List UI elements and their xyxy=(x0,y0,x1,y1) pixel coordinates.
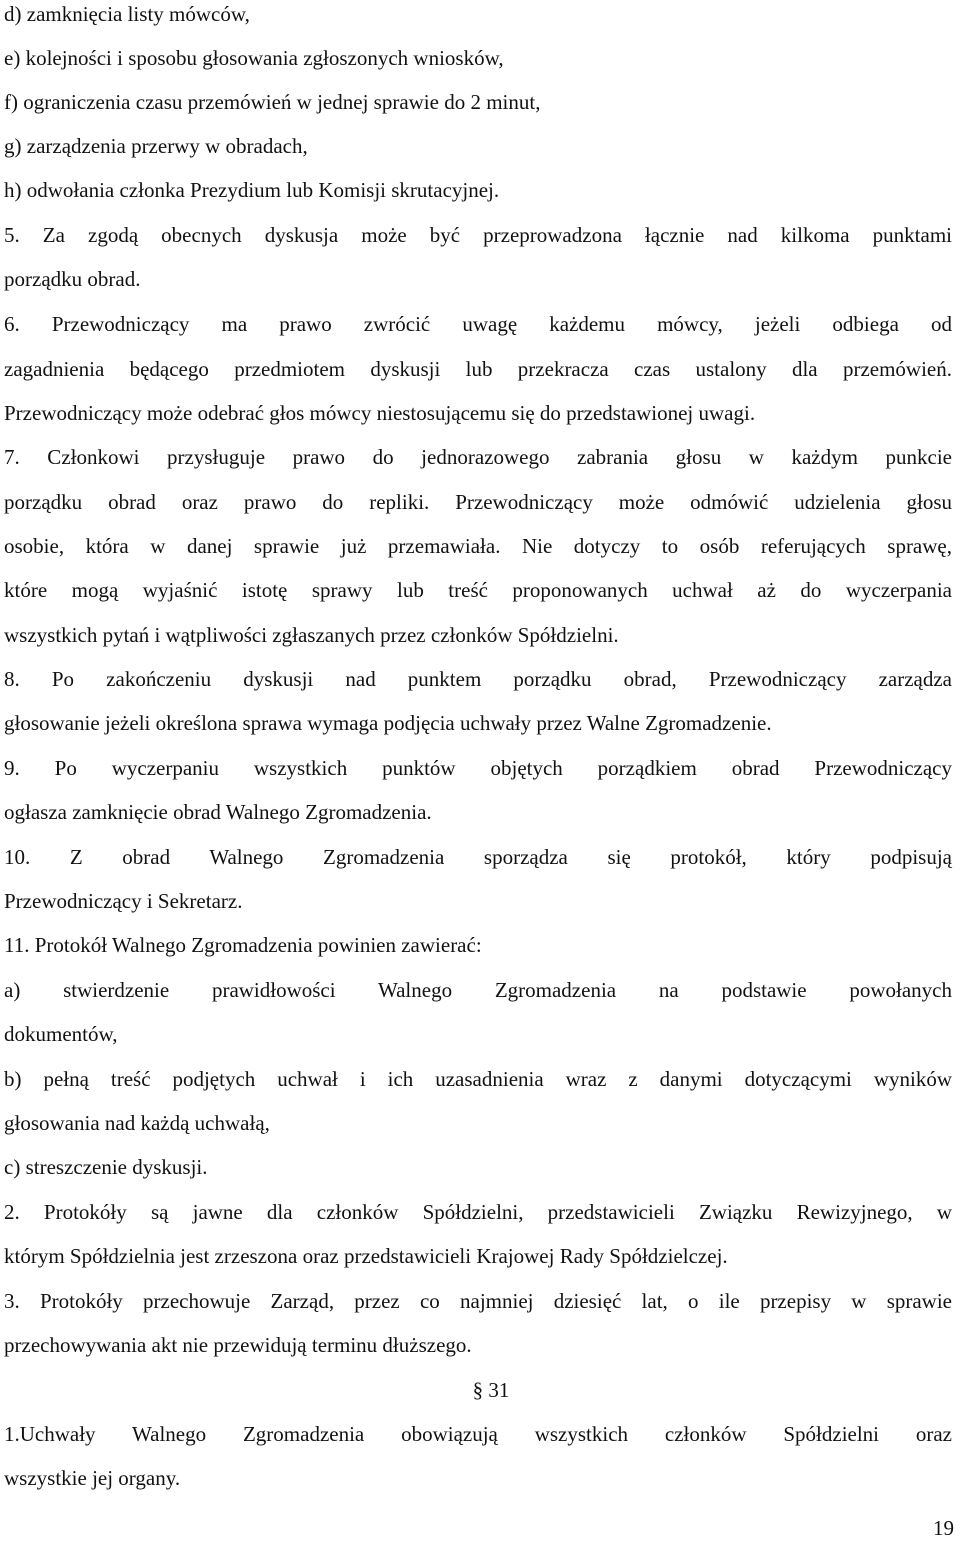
text-line: 2. Protokóły są jawne dla członków Spółdzielni, przedstawicieli Związku Rewizyjnego, w xyxy=(4,1200,952,1224)
text-line: głosowania nad każdą uchwałą, xyxy=(4,1111,270,1135)
text-line: 5. Za zgodą obecnych dyskusja może być przeprowadzona łącznie nad kilkoma punktami xyxy=(4,223,952,247)
section-heading: § 31 xyxy=(472,1378,510,1402)
text-line: wszystkie jej organy. xyxy=(4,1466,181,1490)
text-line: głosowanie jeżeli określona sprawa wymaga podjęcia uchwały przez Walne Zgromadzenie. xyxy=(4,711,772,735)
text-line: dokumentów, xyxy=(4,1022,118,1046)
text-line: 9. Po wyczerpaniu wszystkich punktów objętych porządkiem obrad Przewodniczący xyxy=(4,756,952,780)
text-line: przechowywania akt nie przewidują terminu dłuższego. xyxy=(4,1333,472,1357)
text-line: 6. Przewodniczący ma prawo zwrócić uwagę każdemu mówcy, jeżeli odbiega od xyxy=(4,312,952,336)
page-number: 19 xyxy=(933,1516,954,1540)
text-line: 7. Członkowi przysługuje prawo do jednorazowego zabrania głosu w każdym punkcie xyxy=(4,445,952,469)
text-line: 8. Po zakończeniu dyskusji nad punktem porządku obrad, Przewodniczący zarządza xyxy=(4,667,952,691)
text-line: którym Spółdzielnia jest zrzeszona oraz przedstawicieli Krajowej Rady Spółdzielczej. xyxy=(4,1244,728,1268)
text-line: 3. Protokóły przechowuje Zarząd, przez co najmniej dziesięć lat, o ile przepisy w sprawie xyxy=(4,1289,952,1313)
text-line: wszystkich pytań i wątpliwości zgłaszanych przez członków Spółdzielni. xyxy=(4,623,619,647)
text-line: Przewodniczący może odebrać głos mówcy niestosującemu się do przedstawionej uwagi. xyxy=(4,401,756,425)
text-line: 11. Protokół Walnego Zgromadzenia powinien zawierać: xyxy=(4,933,482,957)
text-line: d) zamknięcia listy mówców, xyxy=(4,2,250,26)
text-line: a) stwierdzenie prawidłowości Walnego Zgromadzenia na podstawie powołanych xyxy=(4,978,952,1002)
text-line: h) odwołania członka Prezydium lub Komisji skrutacyjnej. xyxy=(4,178,500,202)
text-line: 1.Uchwały Walnego Zgromadzenia obowiązują wszystkich członków Spółdzielni oraz xyxy=(4,1422,952,1446)
text-line: porządku obrad. xyxy=(4,267,141,291)
text-line: Przewodniczący i Sekretarz. xyxy=(4,889,243,913)
text-line: które mogą wyjaśnić istotę sprawy lub treść proponowanych uchwał aż do wyczerpania xyxy=(4,578,952,602)
text-line: b) pełną treść podjętych uchwał i ich uzasadnienia wraz z danymi dotyczącymi wyników xyxy=(4,1067,952,1091)
text-line: c) streszczenie dyskusji. xyxy=(4,1155,208,1179)
text-line: porządku obrad oraz prawo do repliki. Przewodniczący może odmówić udzielenia głosu xyxy=(4,490,952,514)
text-line: zagadnienia będącego przedmiotem dyskusji lub przekracza czas ustalony dla przemówień. xyxy=(4,357,952,381)
text-line: ogłasza zamknięcie obrad Walnego Zgromadzenia. xyxy=(4,800,432,824)
text-line: e) kolejności i sposobu głosowania zgłoszonych wniosków, xyxy=(4,46,504,70)
text-line: osobie, która w danej sprawie już przemawiała. Nie dotyczy to osób referujących sprawę, xyxy=(4,534,952,558)
text-line: g) zarządzenia przerwy w obradach, xyxy=(4,134,308,158)
text-line: f) ograniczenia czasu przemówień w jednej sprawie do 2 minut, xyxy=(4,90,541,114)
text-line: 10. Z obrad Walnego Zgromadzenia sporządza się protokół, który podpisują xyxy=(4,845,952,869)
